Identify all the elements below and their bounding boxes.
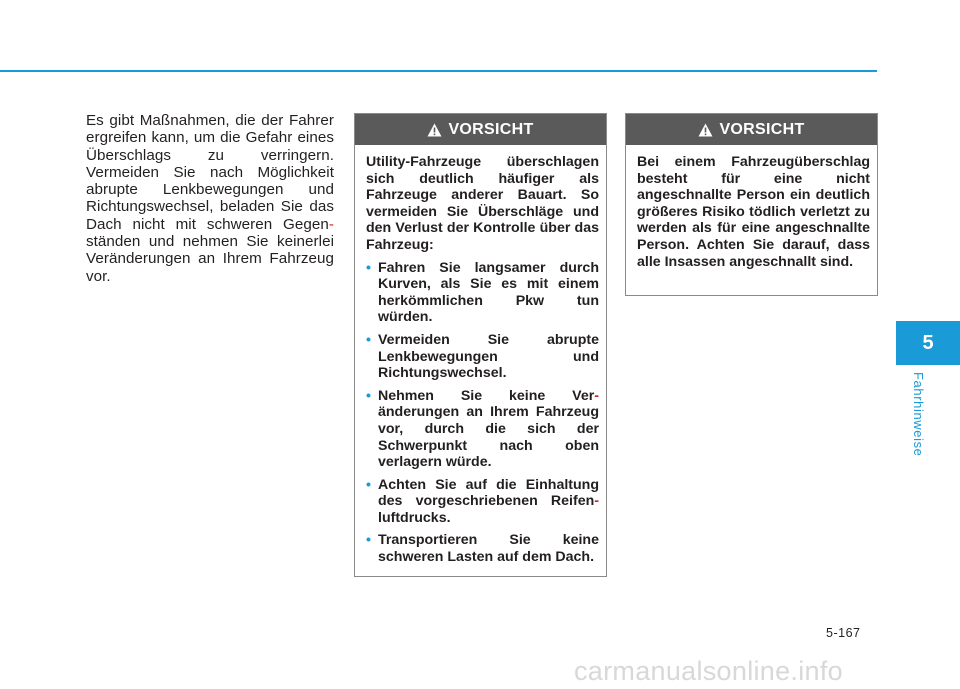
bullet-icon: • <box>366 331 371 348</box>
bullet-icon: • <box>366 476 371 493</box>
bullet-icon: • <box>366 532 371 549</box>
top-rule <box>0 70 877 72</box>
warning-title: VORSICHT <box>719 120 805 138</box>
chapter-number: 5 <box>922 331 934 354</box>
warning-intro: Utility-Fahrzeuge überschlagen sich deutlich häufiger als Fahrzeuge anderer Bauart. So vermeiden Sie Überschläge und den Verlust der Kontrolle über das Fahrzeug: <box>366 154 599 253</box>
warning-box-rollover <box>354 113 607 577</box>
intro-text-1: Es gibt Maßnahmen, die der Fahrer ergreifen kann, um die Gefahr eines Überschlags zu verringern. Vermeiden Sie nach Möglichkeit abrupte Lenkbewegungen und Richtungswechsel, beladen Sie das Dach nicht mit schweren Gegen <box>86 112 334 233</box>
warning-triangle-icon <box>698 123 713 137</box>
bullet-icon: • <box>366 259 371 276</box>
warning-box-seatbelt <box>625 113 878 296</box>
list-item: • Fahren Sie langsamer durch Kurven, als Sie es mit einem herkömmlichen Pkw tun würden. <box>366 259 599 326</box>
intro-text-2: ständen und nehmen Sie keinerlei Veränderungen an Ihrem Fahrzeug vor. <box>86 233 334 285</box>
watermark: carmanualsonline.info <box>574 656 843 686</box>
page-number: 5-167 <box>826 626 861 640</box>
chapter-label: Fahrhinweise <box>911 372 926 457</box>
list-item: • Vermeiden Sie abrupte Lenkbewegungen und Richtungswechsel. <box>366 331 599 382</box>
warning-text: Bei einem Fahrzeugüberschlag besteht für eine nicht angeschnallte Person ein deutlich größeres Risiko tödlich verletzt zu werden als für eine angeschnallte Person. Achten Sie darauf, dass alle Insassen angeschnallt sind. <box>637 154 870 270</box>
warning-title: VORSICHT <box>448 120 534 138</box>
list-item: • Nehmen Sie keine Ver- änderungen an Ihrem Fahrzeug vor, durch die sich der Schwerpunkt nach oben verlagern würde. <box>366 387 599 471</box>
warning-body <box>355 145 606 566</box>
list-item: • Achten Sie auf die Einhaltung des vorgeschriebenen Reifen- luftdrucks. <box>366 476 599 526</box>
intro-paragraph <box>86 112 334 285</box>
list-item: • Transportieren Sie keine schweren Lasten auf dem Dach. <box>366 532 599 566</box>
warning-triangle-icon <box>427 123 442 137</box>
intro-hyphen: - <box>328 215 334 233</box>
bullet-icon: • <box>366 387 371 404</box>
warning-list <box>366 260 599 566</box>
warning-header <box>626 114 877 145</box>
warning-header <box>355 114 606 145</box>
warning-body <box>626 145 877 270</box>
chapter-tab[interactable] <box>896 321 960 365</box>
